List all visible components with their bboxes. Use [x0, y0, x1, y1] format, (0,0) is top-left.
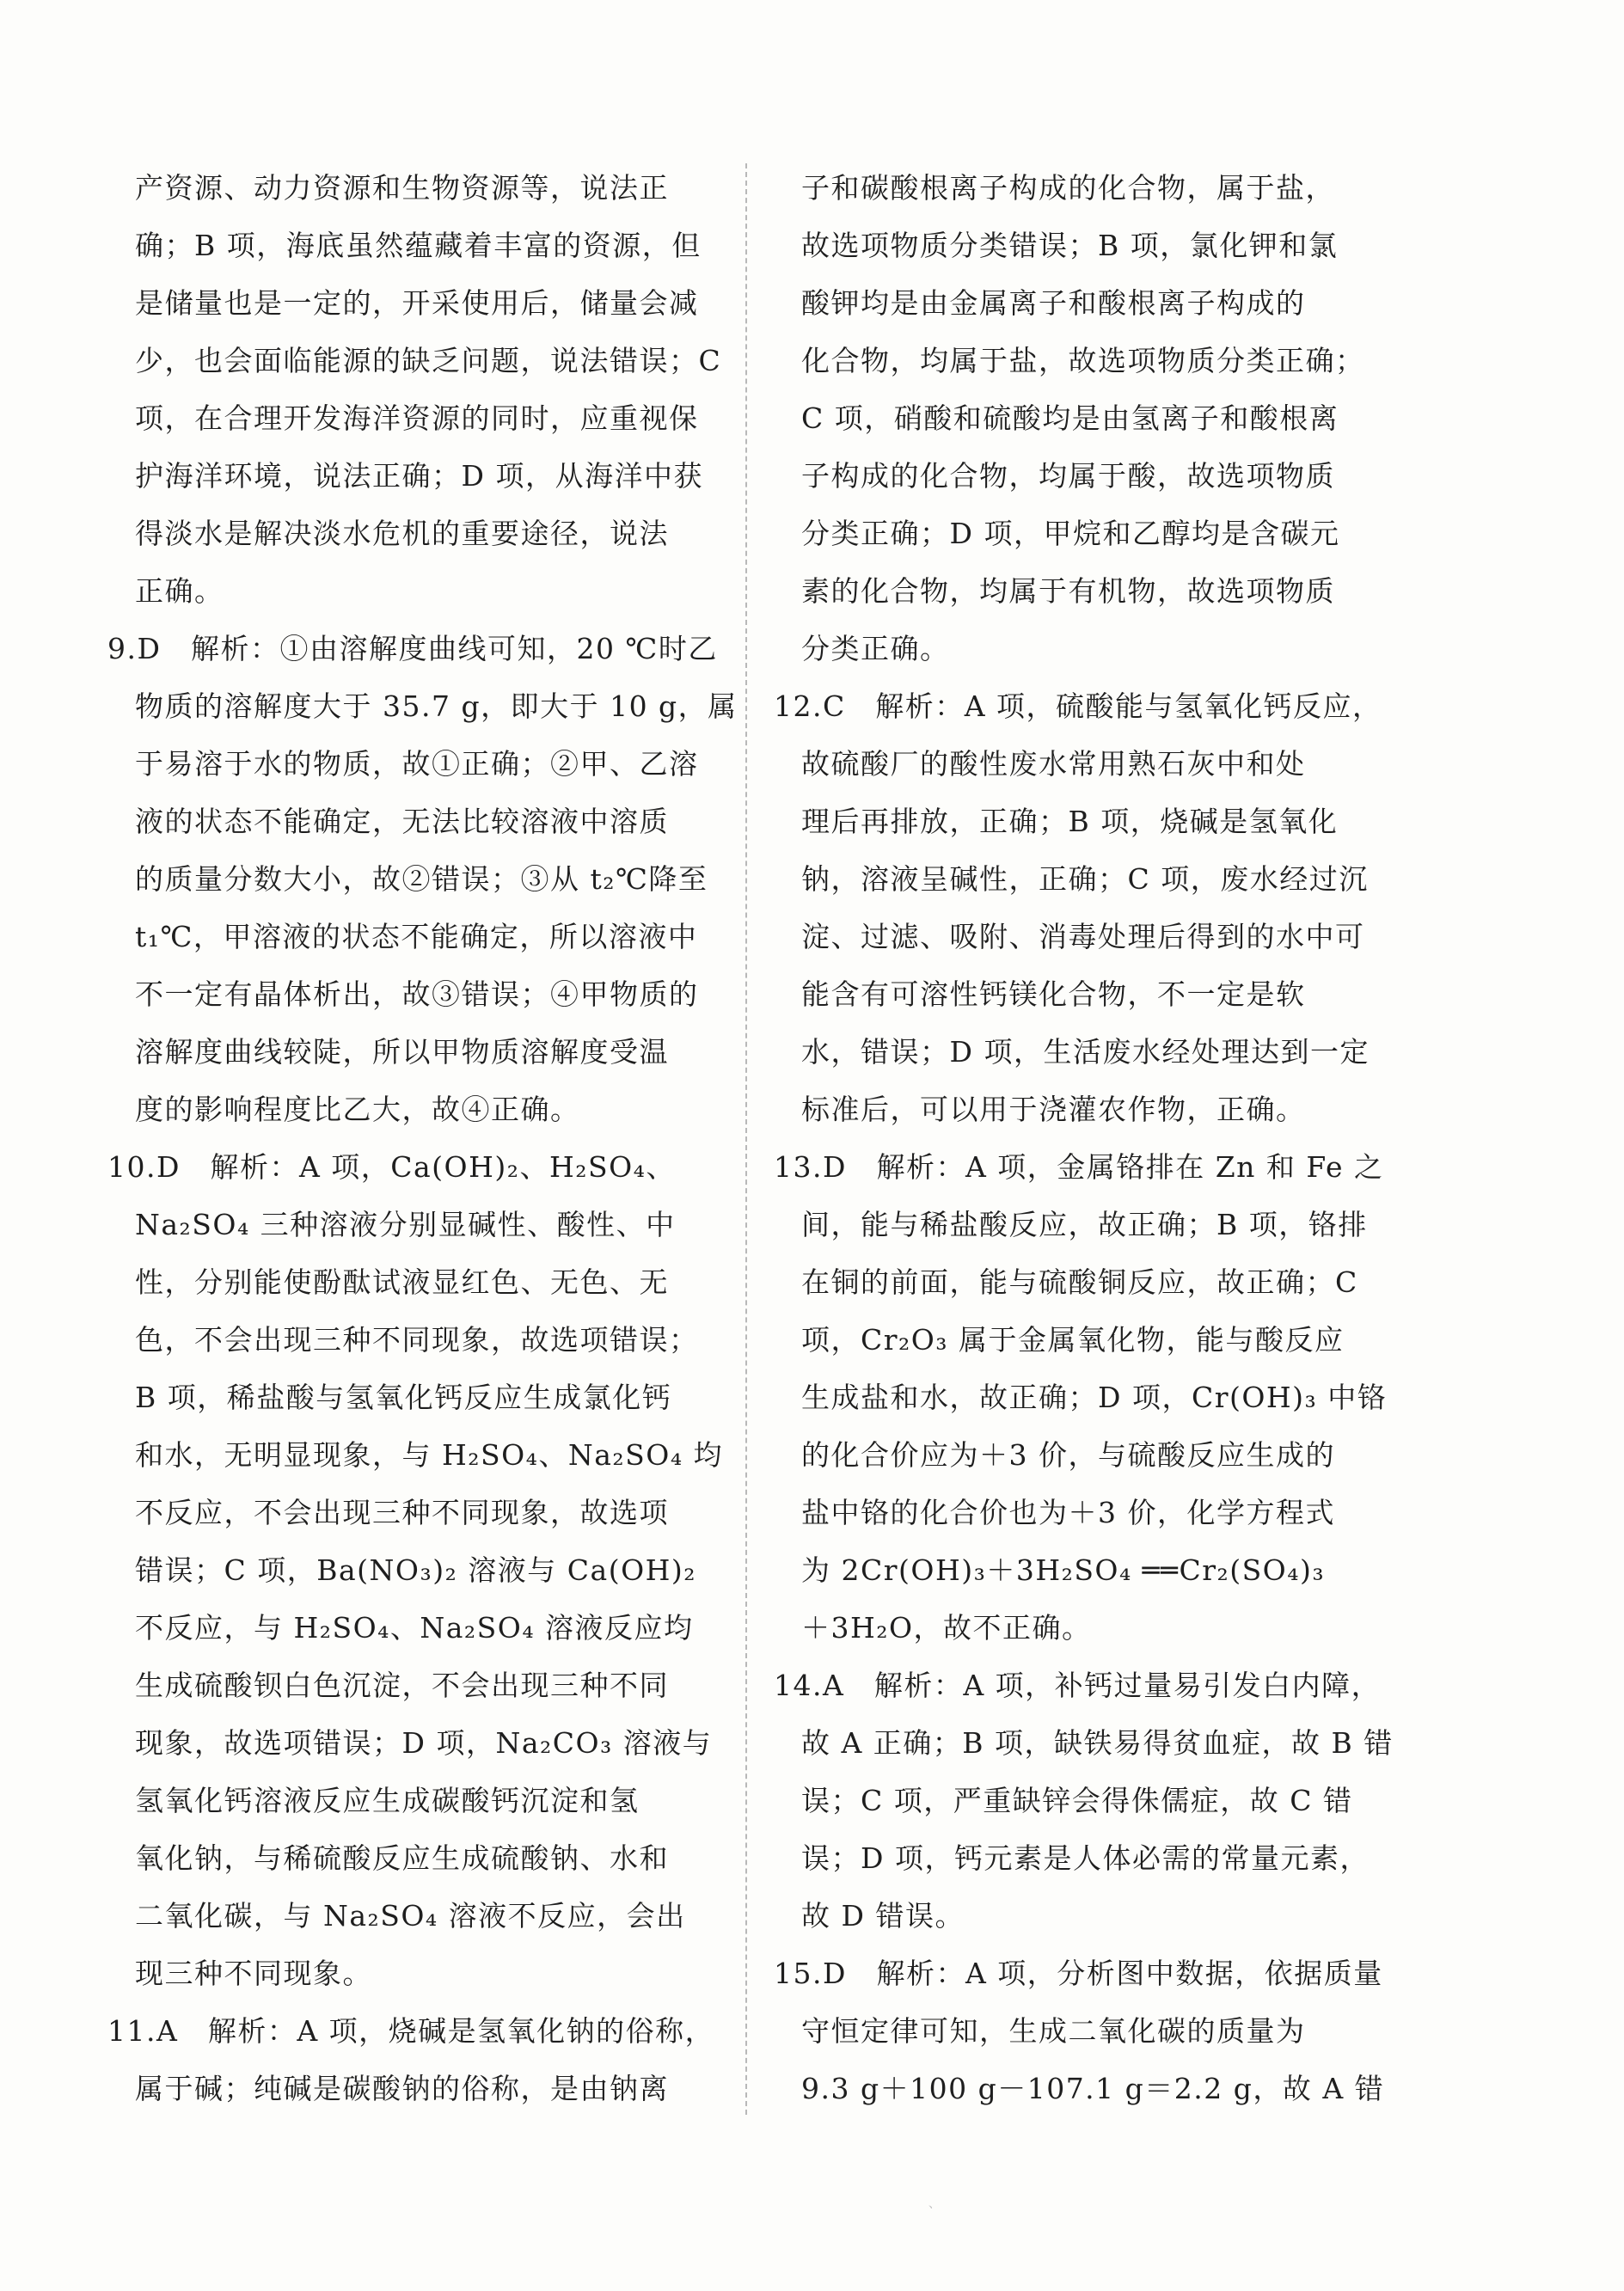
text-line: ＋3H₂O，故不正确。	[801, 1611, 1092, 1645]
text-line: 12.C 解析：A 项，硫酸能与氢氧化钙反应，	[774, 689, 1382, 723]
text-line: 化合物，均属于盐，故选项物质分类正确；	[801, 344, 1365, 377]
left-column	[107, 159, 738, 2117]
text-line: 13.D 解析：A 项，金属铬排在 Zn 和 Fe 之	[774, 1150, 1384, 1184]
text-line: 色，不会出现三种不同现象，故选项错误；	[135, 1323, 699, 1357]
text-line: 生成硫酸钡白色沉淀，不会出现三种不同	[135, 1669, 669, 1702]
text-line: 11.A 解析：A 项，烧碱是氢氧化钠的俗称，	[107, 2014, 715, 2048]
text-line: 能含有可溶性钙镁化合物，不一定是软	[801, 977, 1306, 1011]
text-line: 不反应，不会出现三种不同现象，故选项	[135, 1496, 669, 1529]
text-line: 的质量分数大小，故②错误；③从 t₂℃降至	[135, 862, 708, 896]
text-line: 确；B 项，海底虽然蕴藏着丰富的资源，但	[135, 229, 702, 262]
text-line: 产资源、动力资源和生物资源等，说法正	[135, 171, 669, 205]
text-line: 故硫酸厂的酸性废水常用熟石灰中和处	[801, 747, 1306, 781]
text-line: 错误；C 项，Ba(NO₃)₂ 溶液与 Ca(OH)₂	[135, 1553, 697, 1587]
text-line: 物质的溶解度大于 35.7 g，即大于 10 g，属	[135, 689, 738, 723]
text-line: 水，错误；D 项，生活废水经处理达到一定	[801, 1035, 1370, 1069]
text-line: 不一定有晶体析出，故③错误；④甲物质的	[135, 977, 699, 1011]
text-line: 少，也会面临能源的缺乏问题，说法错误；C	[135, 344, 722, 377]
text-line: 溶解度曲线较陡，所以甲物质溶解度受温	[135, 1035, 669, 1069]
text-line: 于易溶于水的物质，故①正确；②甲、乙溶	[135, 747, 699, 781]
text-line: 性，分别能使酚酞试液显红色、无色、无	[135, 1265, 669, 1299]
text-line: 的化合价应为＋3 价，与硫酸反应生成的	[801, 1438, 1335, 1472]
text-line: 正确。	[135, 574, 224, 608]
text-line: 15.D 解析：A 项，分析图中数据，依据质量	[774, 1957, 1383, 1990]
text-line: 现三种不同现象。	[135, 1957, 372, 1990]
text-line: 误；C 项，严重缺锌会得侏儒症，故 C 错	[801, 1784, 1353, 1817]
text-line: 故 A 正确；B 项，缺铁易得贫血症，故 B 错	[801, 1726, 1394, 1760]
text-line: 护海洋环境，说法正确；D 项，从海洋中获	[135, 459, 703, 493]
page-mark: 、	[928, 2197, 941, 2211]
text-line: 钠，溶液呈碱性，正确；C 项，废水经过沉	[801, 862, 1369, 896]
text-line: 不反应，与 H₂SO₄、Na₂SO₄ 溶液反应均	[135, 1611, 694, 1645]
text-line: 14.A 解析：A 项，补钙过量易引发白内障，	[774, 1669, 1382, 1702]
text-line: 故 D 错误。	[801, 1899, 965, 1933]
text-line: 项，在合理开发海洋资源的同时，应重视保	[135, 401, 699, 435]
text-line: 现象，故选项错误；D 项，Na₂CO₃ 溶液与	[135, 1726, 713, 1760]
text-line: 守恒定律可知，生成二氧化碳的质量为	[801, 2014, 1306, 2048]
column-divider	[745, 163, 747, 2115]
text-line: 是储量也是一定的，开采使用后，储量会减	[135, 286, 699, 320]
text-line: 故选项物质分类错误；B 项，氯化钾和氯	[801, 229, 1339, 262]
text-line: 度的影响程度比乙大，故④正确。	[135, 1093, 580, 1126]
text-line: 属于碱；纯碱是碳酸钠的俗称，是由钠离	[135, 2072, 669, 2105]
text-line: 二氧化碳，与 Na₂SO₄ 溶液不反应，会出	[135, 1899, 686, 1933]
text-line: 误；D 项，钙元素是人体必需的常量元素，	[801, 1841, 1370, 1875]
text-line: 氢氧化钙溶液反应生成碳酸钙沉淀和氢	[135, 1784, 640, 1817]
text-line: 素的化合物，均属于有机物，故选项物质	[801, 574, 1335, 608]
text-line: 生成盐和水，故正确；D 项，Cr(OH)₃ 中铬	[801, 1381, 1388, 1414]
text-line: 9.3 g＋100 g－107.1 g＝2.2 g，故 A 错	[801, 2072, 1385, 2105]
text-line: B 项，稀盐酸与氢氧化钙反应生成氯化钙	[135, 1381, 672, 1414]
text-line: 子和碳酸根离子构成的化合物，属于盐，	[801, 171, 1335, 205]
text-line: 和水，无明显现象，与 H₂SO₄、Na₂SO₄ 均	[135, 1438, 724, 1472]
text-line: 分类正确。	[801, 632, 950, 665]
text-line: 分类正确；D 项，甲烷和乙醇均是含碳元	[801, 517, 1340, 550]
text-line: 标准后，可以用于浇灌农作物，正确。	[801, 1093, 1306, 1126]
text-line: t₁℃，甲溶液的状态不能确定，所以溶液中	[135, 920, 698, 953]
text-line: 为 2Cr(OH)₃＋3H₂SO₄ ══Cr₂(SO₄)₃	[801, 1553, 1326, 1587]
text-line: 子构成的化合物，均属于酸，故选项物质	[801, 459, 1335, 493]
text-line: 10.D 解析：A 项，Ca(OH)₂、H₂SO₄、	[107, 1150, 676, 1184]
text-line: 理后再排放，正确；B 项，烧碱是氢氧化	[801, 805, 1339, 838]
text-line: 酸钾均是由金属离子和酸根离子构成的	[801, 286, 1306, 320]
text-line: 得淡水是解决淡水危机的重要途径，说法	[135, 517, 669, 550]
text-line: 9.D 解析：①由溶解度曲线可知，20 ℃时乙	[107, 632, 718, 665]
text-line: 间，能与稀盐酸反应，故正确；B 项，铬排	[801, 1208, 1368, 1241]
text-line: 在铜的前面，能与硫酸铜反应，故正确；C	[801, 1265, 1358, 1299]
text-line: Na₂SO₄ 三种溶液分别显碱性、酸性、中	[135, 1208, 676, 1241]
right-column	[774, 159, 1393, 2117]
text-line: 项，Cr₂O₃ 属于金属氧化物，能与酸反应	[801, 1323, 1345, 1357]
text-line: 液的状态不能确定，无法比较溶液中溶质	[135, 805, 669, 838]
text-line: 氧化钠，与稀硫酸反应生成硫酸钠、水和	[135, 1841, 669, 1875]
text-line: C 项，硝酸和硫酸均是由氢离子和酸根离	[801, 401, 1339, 435]
text-line: 淀、过滤、吸附、消毒处理后得到的水中可	[801, 920, 1365, 953]
text-line: 盐中铬的化合价也为＋3 价，化学方程式	[801, 1496, 1335, 1529]
